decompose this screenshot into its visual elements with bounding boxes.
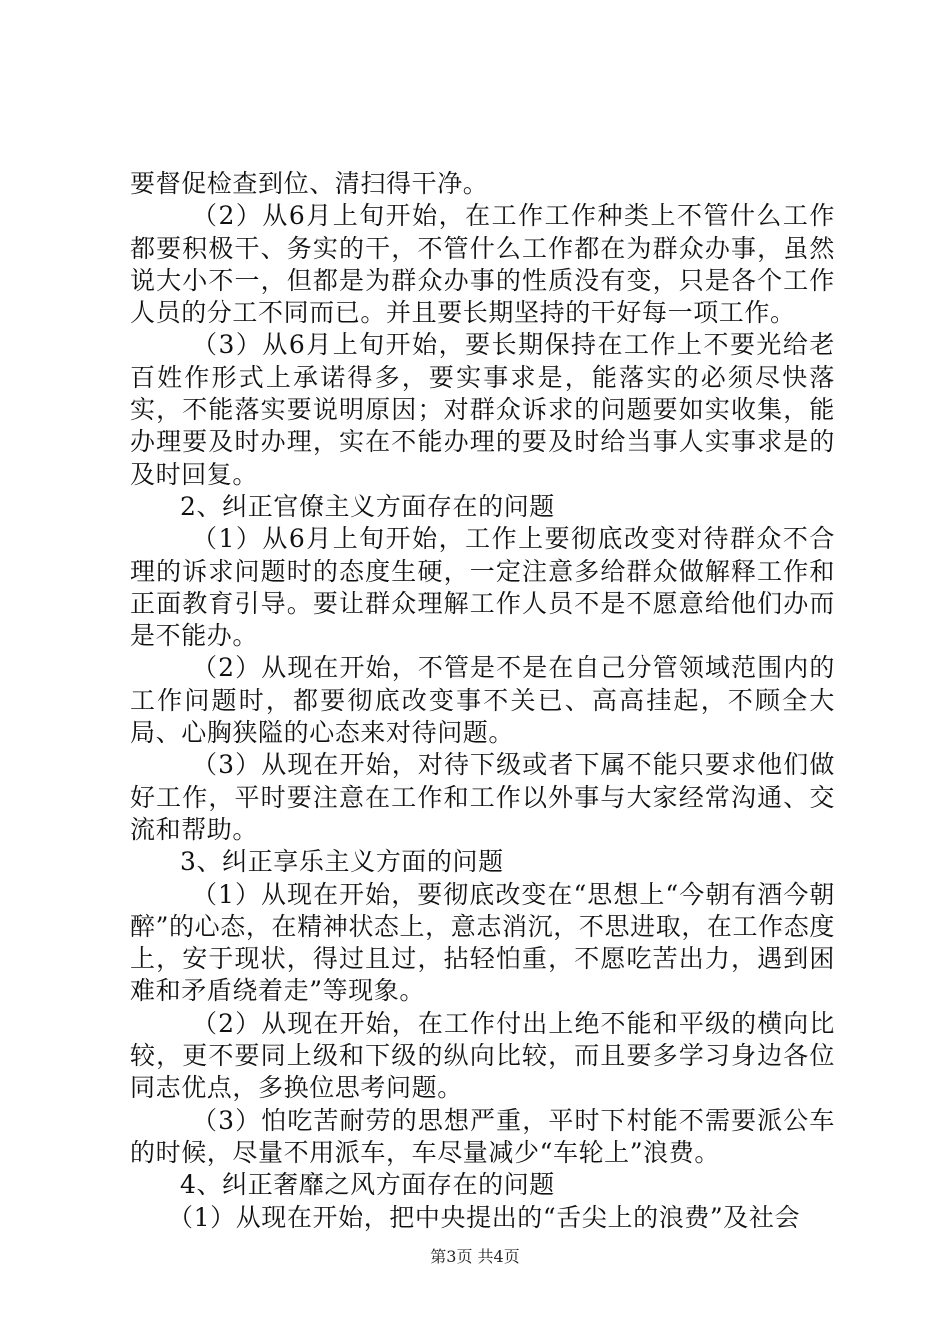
paragraph: （3）怕吃苦耐劳的思想严重，平时下村能不需要派公车的时候，尽量不用派车，车尽量减少“车轮上”浪费。 [130,1105,835,1167]
section-heading: 3、纠正享乐主义方面的问题 [180,847,504,877]
paragraph: （1）从现在开始，要彻底改变在“思想上“今朝有酒今朝醉”的心态，在精神状态上，意志消沉，不思进取，在工作态度上，安于现状，得过且过，拈轻怕重，不愿吃苦出力，遇到困难和矛盾绕着走”等现象。 [130,879,835,1006]
paragraph: （3）从6月上旬开始，要长期保持在工作上不要光给老百姓作形式上承诺得多，要实事求是，能落实的必须尽快落实，不能落实要说明原因；对群众诉求的问题要如实收集，能办理要及时办理，实在不能办理的要及时给当事人实事求是的及时回复。 [130,330,835,489]
paragraph: （3）从现在开始，对待下级或者下属不能只要求他们做好工作，平时要注意在工作和工作以外事与大家经常沟通、交流和帮助。 [130,750,835,844]
paragraph: （2）从6月上旬开始，在工作工作种类上不管什么工作都要积极干、务实的干，不管什么工作都在为群众办事，虽然说大小不一，但都是为群众办事的性质没有变，只是各个工作人员的分工不同而已。并且要长期坚持的干好每一项工作。 [130,201,835,328]
paragraph: （2）从现在开始，不管是不是在自己分管领域范围内的工作问题时，都要彻底改变事不关已、高高挂起，不顾全大局、心胸狭隘的心态来对待问题。 [130,653,835,748]
document-body [130,168,835,1234]
paragraph: （2）从现在开始，在工作付出上绝不能和平级的横向比较，更不要同上级和下级的纵向比较，而且要多学习身边各位同志优点，多换位思考问题。 [130,1008,835,1103]
paragraph: 要督促检查到位、清扫得干净。 [130,169,489,198]
page-footer [0,1244,950,1267]
paragraph: （1）从现在开始，把中央提出的“舌尖上的浪费”及社会 [168,1202,801,1232]
page-number-label: 第3页 共4页 [430,1247,520,1266]
section-heading: 4、纠正奢靡之风方面存在的问题 [180,1170,555,1200]
section-heading: 2、纠正官僚主义方面存在的问题 [180,491,555,521]
paragraph: （1）从6月上旬开始，工作上要彻底改变对待群众不合理的诉求问题时的态度生硬，一定注意多给群众做解释工作和正面教育引导。要让群众理解工作人员不是不愿意给他们办而是不能办。 [130,524,835,651]
